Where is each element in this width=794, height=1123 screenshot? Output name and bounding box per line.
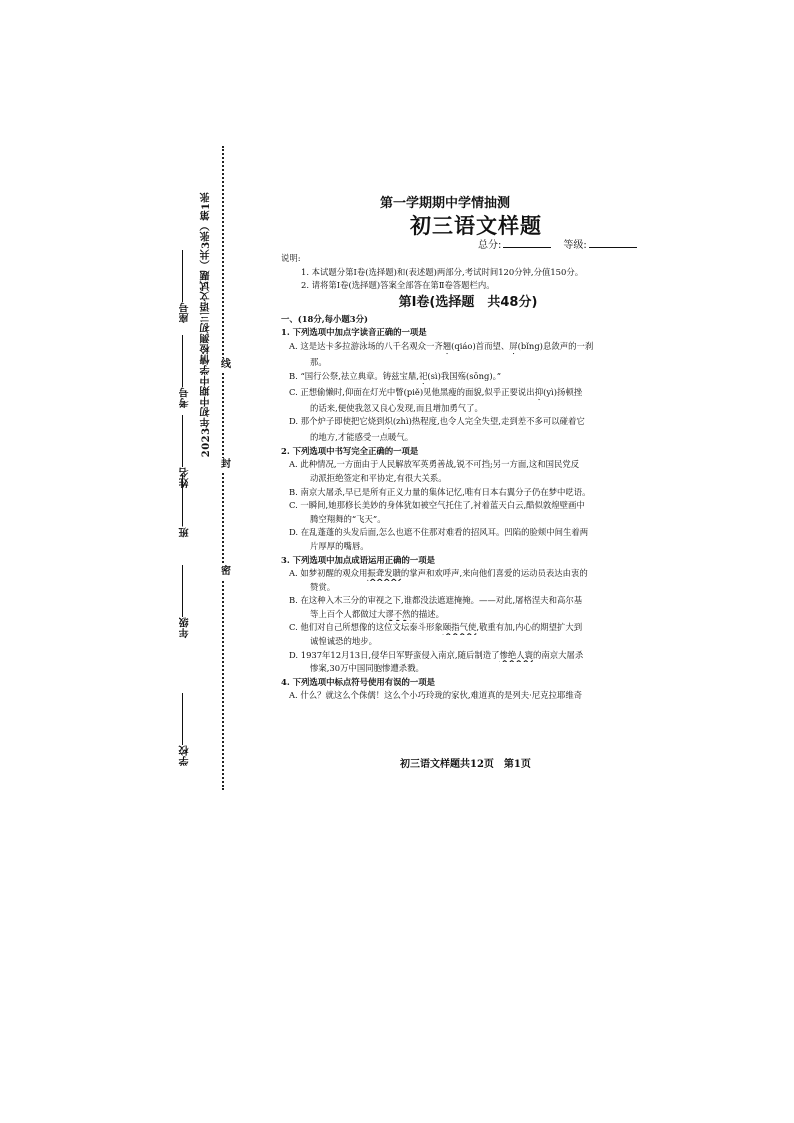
level-label: 等级: (563, 240, 587, 251)
instructions-label: 说明: (281, 253, 301, 263)
seat-blank[interactable] (183, 250, 184, 302)
seat-field[interactable] (178, 250, 193, 323)
exam-number-label: 考号 (180, 387, 191, 408)
question-stem: 2. 下列选项中书写完全正确的一项是 (281, 445, 419, 456)
name-field[interactable] (178, 415, 193, 488)
seal-mi: 密 (221, 566, 231, 577)
total-score-blank[interactable] (503, 247, 551, 248)
option-c: C. 正想偷懒时,仰面在灯光中瞥(piě)见他黑瘦的面貌,似乎正要说出抑(yì)扬顿挫 (289, 386, 583, 397)
option-continuation: 动派拒绝签定和平协定,有很大关系。 (310, 472, 447, 483)
option-b: B. 南京大屠杀,早已是所有正义力量的集体记忆,唯有日本右翼分子仍在梦中呓语。 (289, 486, 591, 497)
class-label: 班 (180, 527, 191, 538)
exam-name-vertical: 2023年初中期中学情检测初三语文试题（共3张）第1张 (201, 192, 212, 458)
exam-number-field[interactable] (178, 335, 193, 408)
school-blank[interactable] (183, 693, 184, 745)
score-line (478, 236, 649, 251)
page-footer: 初三语文样题共12页 第1页 (400, 759, 531, 770)
option-continuation: 片厚厚的嘴唇。 (310, 540, 369, 551)
option-continuation: 诚惶诚恐的地步。 (310, 636, 377, 647)
part-title: 第Ⅰ卷(选择题 共48分) (398, 294, 538, 310)
exam-content (281, 252, 655, 703)
question-stem: 1. 下列选项中加点字读音正确的一项是 (281, 327, 427, 338)
school-field[interactable] (178, 693, 193, 766)
instruction-item: 1. 本试题分第Ⅰ卷(选择题)和(表述题)两部分,考试时间120分钟,分值150分。 (301, 266, 584, 277)
grade-blank[interactable] (183, 565, 184, 617)
exam-subtitle: 第一学期期中学情抽测 (380, 196, 511, 211)
section-heading: 一、(18分,每小题3分) (281, 313, 368, 324)
option-c: C. 他们对自己所想像的这位文坛泰斗形象颐指气使,敬重有加,内心的期望扩大到 (289, 622, 583, 633)
option-continuation: 等上百个人都做过大谬不然的描述。 (310, 608, 444, 619)
option-a: A. 如梦初醒的观众用振聋发聩的掌声和欢呼声,来向他们喜爱的运动员表达由衷的 (289, 568, 588, 579)
option-d: D. 1937年12月13日,侵华日军野蛮侵入南京,随后制造了惨绝人寰的南京大屠杀 (289, 649, 584, 660)
option-continuation: 惨案,30万中国同胞惨遭杀戮。 (310, 663, 424, 674)
option-a: A. 这是达卡多拉游泳场的八千名观众一齐翘(qiáo)首而望、屏(bǐng)息敛声的一刹 (289, 340, 594, 351)
option-continuation: 的地方,才能感受一点暖气。 (310, 432, 414, 443)
seal-xian: 线 (221, 359, 231, 370)
option-continuation: 赞赏。 (310, 581, 336, 592)
option-c: C. 一瞬间,她那修长美妙的身体犹如被空气托住了,衬着蓝天白云,酷似敦煌壁画中 (289, 500, 585, 511)
grade-field[interactable] (178, 565, 193, 638)
option-d: D. 那个炉子即使把它烧到炽(zhì)热程度,也令人完全失望,走到差不多可以碰着它 (289, 416, 585, 427)
seat-label: 座号 (180, 302, 191, 323)
option-b: B. 在这种入木三分的审视之下,谁都没法遮遮掩掩。——对此,屠格涅夫和高尔基 (289, 595, 583, 606)
option-a: A. 什么？就这么个侏儒！这么个小巧玲珑的家伙,难道真的是列夫·尼克拉耶维奇 (289, 690, 583, 701)
option-continuation: 那。 (310, 356, 327, 367)
name-label: 姓名 (180, 467, 191, 488)
option-d: D. 在乱蓬蓬的头发后面,怎么也遮不住那对难看的招风耳。凹陷的脸颊中间生着两 (289, 527, 589, 538)
exam-title: 初三语文样题 (410, 214, 542, 238)
seal-feng: 封 (221, 459, 231, 470)
instruction-item: 2. 请将第Ⅰ卷(选择题)答案全部答在第Ⅱ卷答题栏内。 (301, 280, 495, 291)
level-blank[interactable] (589, 247, 637, 248)
question-stem: 3. 下列选项中加点成语运用正确的一项是 (281, 554, 436, 565)
question-stem: 4. 下列选项中标点符号使用有误的一项是 (281, 676, 436, 687)
option-a: A. 此种情况,一方面由于人民解放军英勇善战,锐不可挡;另一方面,这和国民党反 (289, 459, 580, 470)
option-continuation: 腾空翔舞的“飞天”。 (310, 513, 386, 524)
grade-label: 年级 (180, 617, 191, 638)
total-score-label: 总分: (478, 240, 502, 251)
option-continuation: 的话来,便使我忽又良心发现,而且增加勇气了。 (310, 402, 483, 413)
name-blank[interactable] (183, 415, 184, 467)
school-label: 学校 (180, 745, 191, 766)
option-b: B. “国行公祭,祛立典章。铸兹宝鼎,祀(sì)我国殇(sōng)。” (289, 370, 502, 381)
exam-number-blank[interactable] (183, 335, 184, 387)
